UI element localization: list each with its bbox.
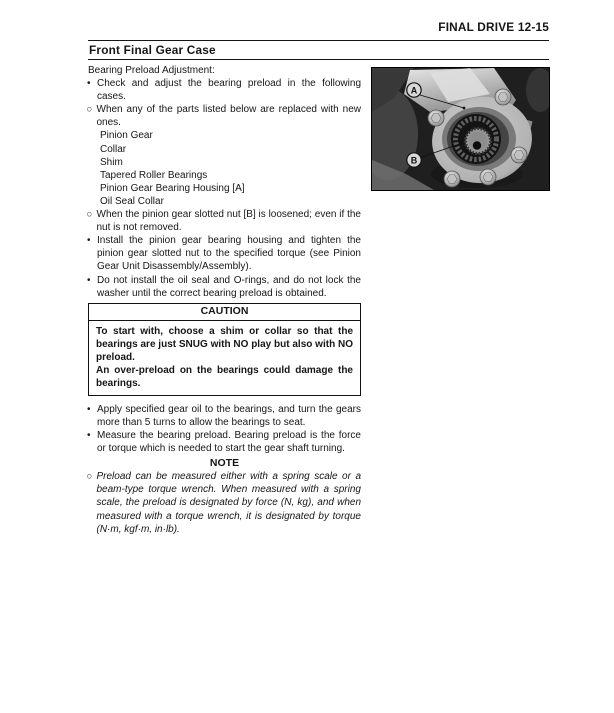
step-text: Apply specified gear oil to the bearings, and turn the gears more than 5 turns to allow the bearings to seat. — [97, 403, 361, 428]
part-list-item: Tapered Roller Bearings — [100, 169, 208, 181]
section-title: Front Final Gear Case — [89, 43, 216, 57]
circle-marker: ○ — [86, 104, 93, 116]
page-header-title: FINAL DRIVE 12-15 — [438, 20, 549, 34]
procedure-step — [88, 234, 361, 273]
gear-case-photo-illustration — [372, 68, 549, 190]
note-title: NOTE — [209, 457, 240, 470]
callout-b-label: B — [410, 155, 418, 166]
caution-box — [88, 303, 361, 396]
bullet-marker: • — [87, 274, 91, 286]
bolt — [428, 110, 444, 126]
caution-paragraph: To start with, choose a shim or collar so that the bearings are just SNUG with NO play but also with NO preload. — [96, 325, 353, 363]
header-rule — [88, 40, 549, 41]
part-list-item: Pinion Gear Bearing Housing [A] — [100, 182, 245, 194]
procedure-step — [88, 429, 361, 455]
step-text: Do not install the oil seal and O-rings, and do not lock the washer until the correct bearing preload is obtained. — [97, 274, 361, 299]
part-list-item: Oil Seal Collar — [100, 195, 164, 207]
caution-paragraph: An over-preload on the bearings could damage the bearings. — [96, 364, 353, 389]
bullet-marker: • — [87, 235, 91, 247]
procedure-step — [88, 103, 361, 129]
circle-marker: ○ — [86, 471, 93, 483]
step-text: When any of the parts listed below are replaced with new ones. — [96, 104, 361, 129]
shaft-center-hole — [473, 141, 481, 149]
step-text: Check and adjust the bearing preload in the following cases. — [97, 78, 361, 103]
step-text: Measure the bearing preload. Bearing preload is the force or torque which is needed to start the gear shaft turning. — [97, 429, 361, 455]
procedure-text-column — [88, 64, 361, 536]
procedure-step — [88, 77, 361, 103]
part-list-item: Pinion Gear — [100, 130, 153, 142]
caution-title: CAUTION — [89, 304, 360, 321]
procedure-intro: Bearing Preload Adjustment: — [88, 65, 215, 76]
bullet-marker: • — [87, 403, 91, 415]
step-text: Install the pinion gear bearing housing and tighten the pinion gear slotted nut to the specified torque (see Pinion Gear Unit Disassembly/Assembly). — [97, 235, 361, 273]
procedure-step — [88, 403, 361, 429]
procedure-step — [88, 208, 361, 234]
circle-marker: ○ — [86, 209, 93, 221]
caution-text — [89, 321, 360, 395]
note-body: Preload can be measured either with a spring scale or a beam-type torque wrench. When measured with a spring scale, the preload is designated by force (N, kg), and when measured with a torque wrench, it is designated by torque (N·m, kgf·m, in·lb). — [96, 471, 361, 535]
part-list-item: Shim — [100, 156, 123, 168]
bullet-marker: • — [87, 78, 91, 90]
part-list-item: Collar — [100, 143, 127, 155]
note-text — [88, 470, 361, 535]
procedure-step — [88, 274, 361, 300]
callout-a-label: A — [410, 85, 418, 96]
step-text: When the pinion gear slotted nut [B] is loosened; even if the nut is not removed. — [96, 209, 361, 234]
section-rule — [88, 59, 549, 60]
bolt — [511, 147, 527, 163]
figure-photo-gear-case — [371, 67, 550, 191]
bolt — [495, 89, 511, 105]
bolt — [444, 171, 460, 187]
bullet-marker: • — [87, 429, 91, 441]
bolt — [480, 169, 496, 185]
